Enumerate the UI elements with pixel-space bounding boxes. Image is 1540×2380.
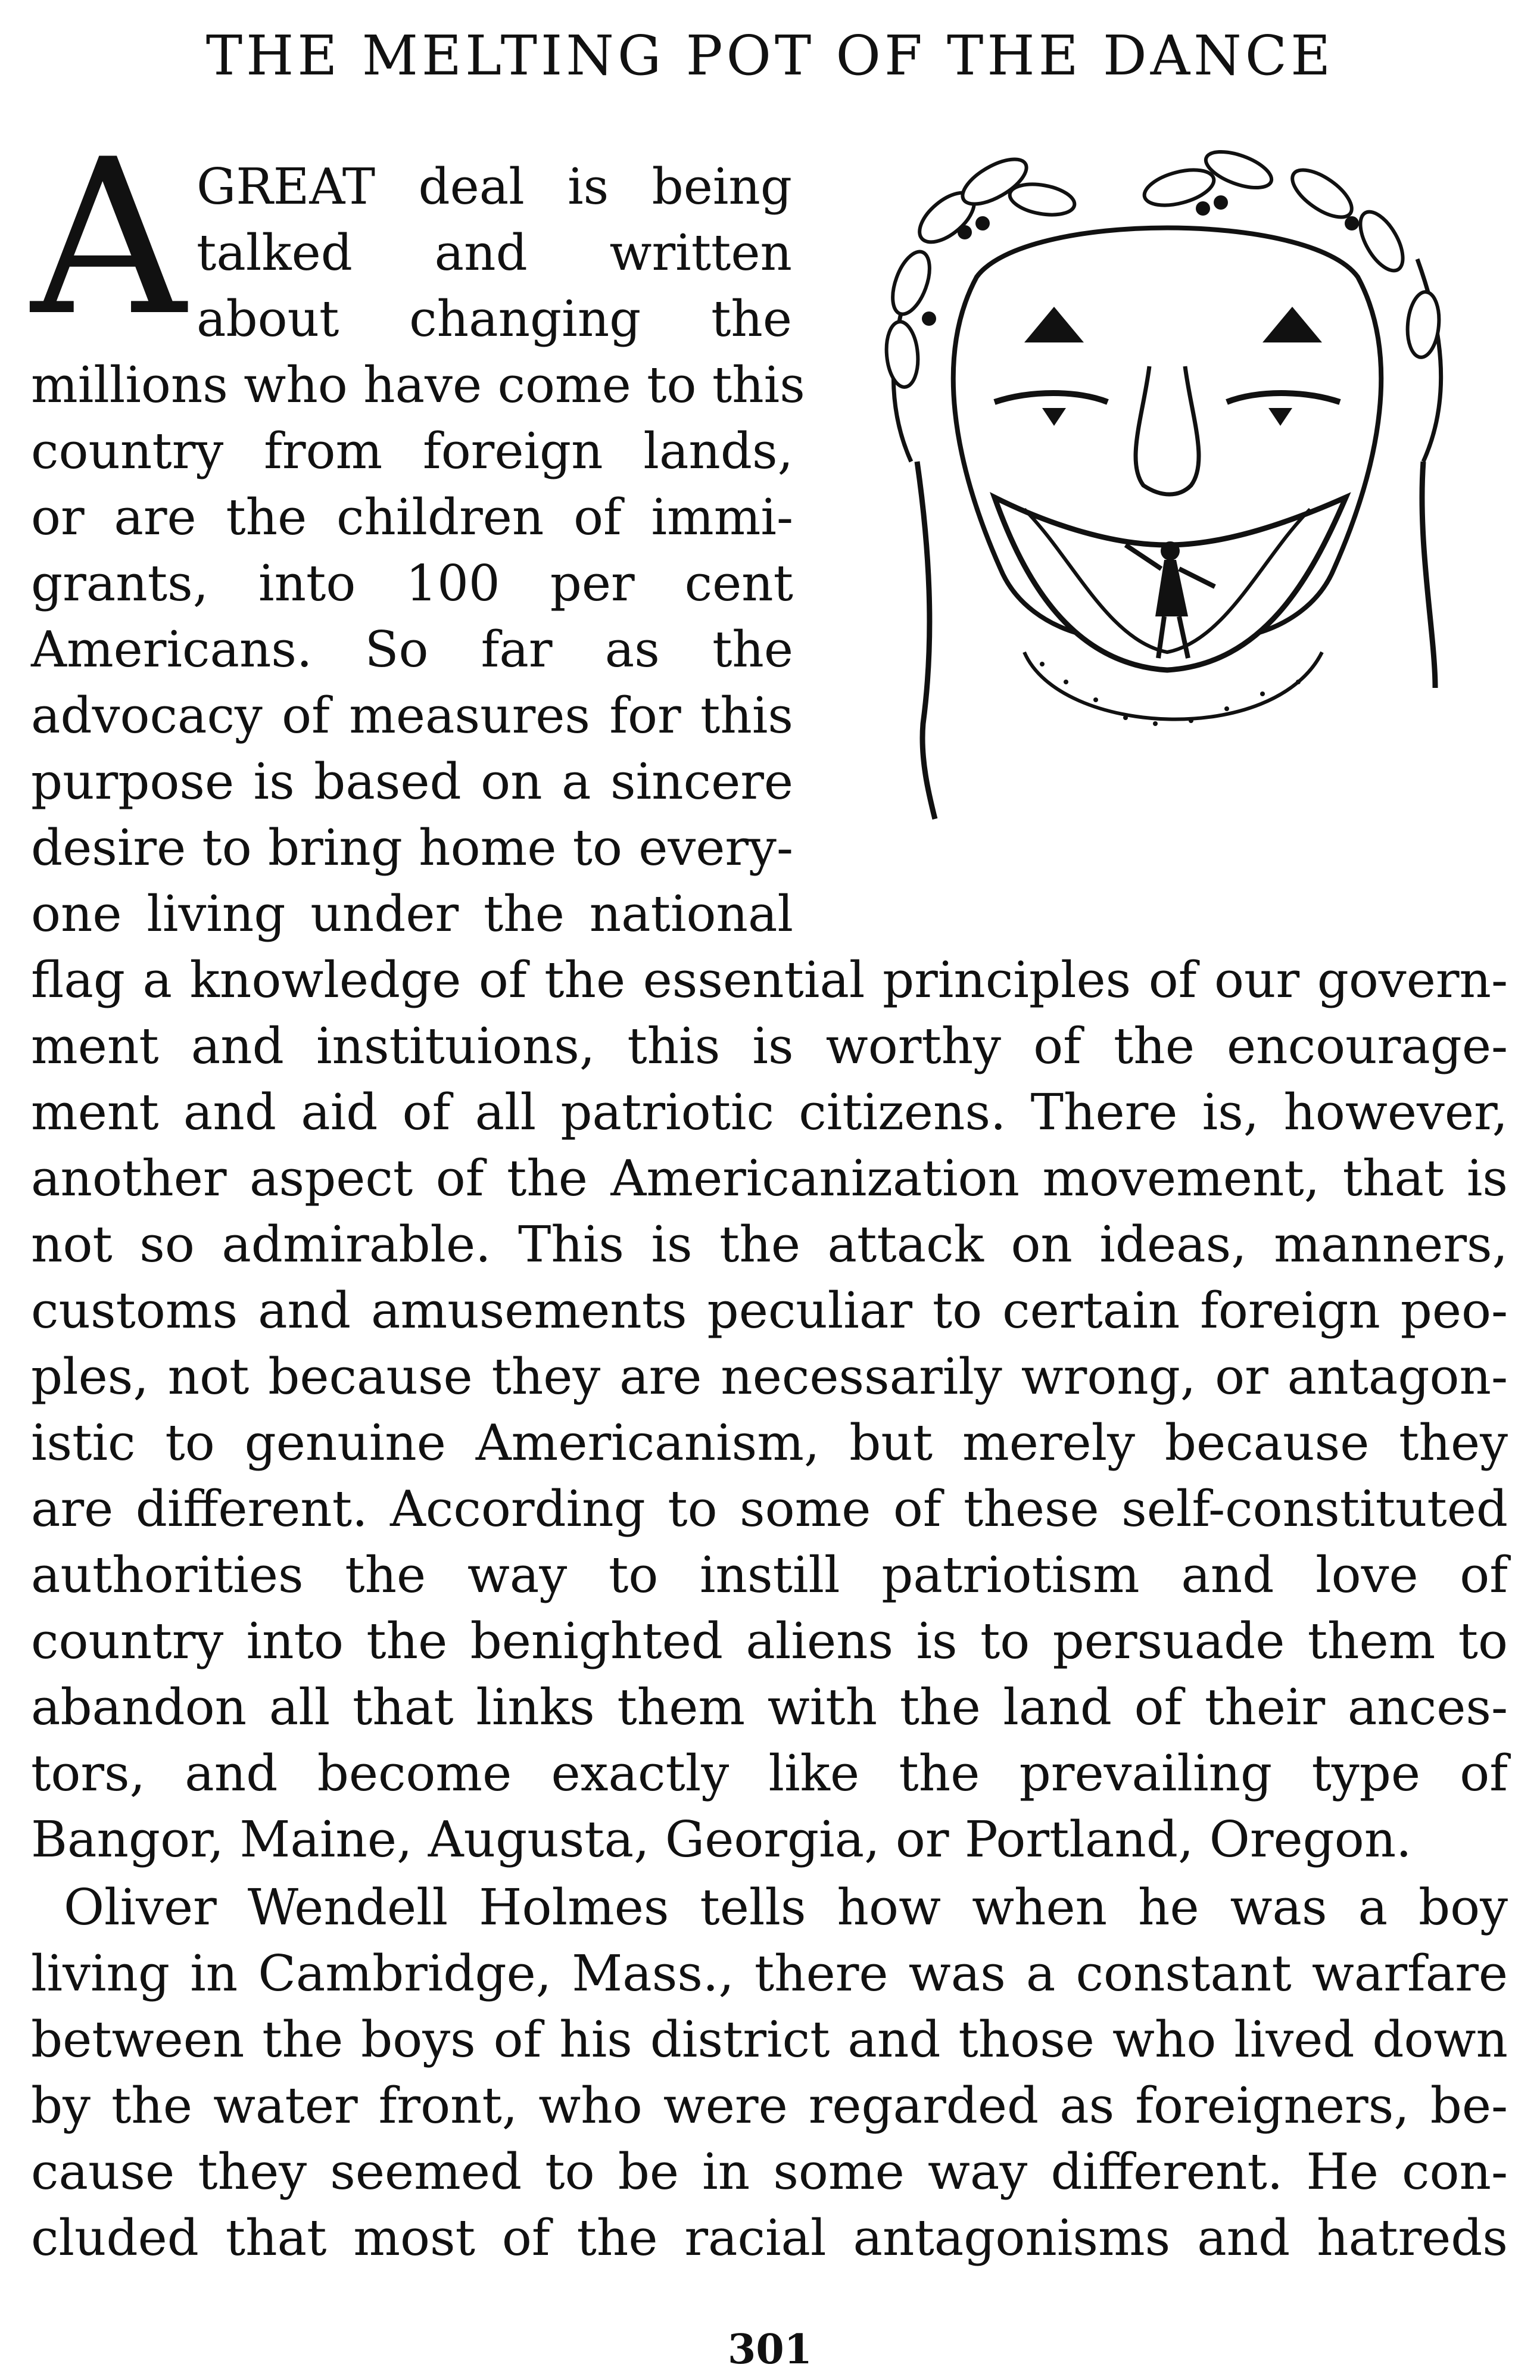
- text-line: cluded that most of the racial antagonisms and hatreds: [31, 2209, 1508, 2267]
- text-line: abandon all that links them with the land of their ances-: [31, 1678, 1508, 1736]
- text-line: millions who have come to this: [31, 356, 805, 414]
- paragraph-1-opening: [197, 154, 792, 352]
- paragraph-1-full: [31, 947, 1508, 1873]
- text-line: Oliver Wendell Holmes tells how when he was a boy: [64, 1879, 1508, 1936]
- text-line: Bangor, Maine, Augusta, Georgia, or Portland, Oregon.: [31, 1811, 1412, 1868]
- text-line: istic to genuine Americanism, but merely because they: [31, 1414, 1508, 1472]
- text-line: GREAT deal is being: [197, 158, 792, 216]
- paragraph-1-narrow: [31, 352, 805, 947]
- text-line: desire to bring home to every-: [31, 819, 793, 877]
- text-line: by the water front, who were regarded as foreigners, be-: [31, 2077, 1508, 2135]
- text-line: living in Cambridge, Mass., there was a constant warfare: [31, 1945, 1508, 2002]
- mask-illustration: [846, 128, 1489, 902]
- text-line: between the boys of his district and those who lived down: [31, 2011, 1508, 2069]
- page-title: THE MELTING POT OF THE DANCE: [205, 24, 1335, 88]
- text-line: Americans. So far as the: [31, 621, 793, 678]
- drop-cap: A: [31, 113, 186, 363]
- text-line: one living under the national: [31, 885, 793, 943]
- text-line: tors, and become exactly like the prevailing type of: [31, 1744, 1508, 1802]
- text-line: customs and amusements peculiar to certain foreign peo-: [31, 1282, 1508, 1339]
- text-line: not so admirable. This is the attack on ideas, manners,: [31, 1216, 1508, 1273]
- text-line: or are the children of immi-: [31, 488, 793, 546]
- paragraph-2: [31, 1874, 1508, 2271]
- text-line: another aspect of the Americanization movement, that is: [31, 1149, 1508, 1207]
- text-line: country from foreign lands,: [31, 422, 793, 480]
- text-line: about changing the: [197, 290, 792, 348]
- text-line: purpose is based on a sincere: [31, 753, 793, 811]
- text-line: grants, into 100 per cent: [31, 554, 793, 612]
- text-line: authorities the way to instill patriotism and love of: [31, 1546, 1508, 1604]
- text-line: ples, not because they are necessarily wrong, or antagon-: [31, 1348, 1508, 1406]
- page-number: 301: [728, 2326, 812, 2373]
- text-line: advocacy of measures for this: [31, 687, 793, 744]
- text-line: country into the benighted aliens is to persuade them to: [31, 1612, 1508, 1670]
- text-line: ment and aid of all patriotic citizens. There is, however,: [31, 1083, 1508, 1141]
- text-line: talked and written: [197, 224, 792, 282]
- text-line: flag a knowledge of the essential principles of our govern-: [31, 951, 1508, 1009]
- text-line: are different. According to some of these self-constituted: [31, 1480, 1508, 1538]
- text-line: cause they seemed to be in some way different. He con-: [31, 2143, 1508, 2201]
- text-line: ment and instituions, this is worthy of the encourage-: [31, 1017, 1508, 1075]
